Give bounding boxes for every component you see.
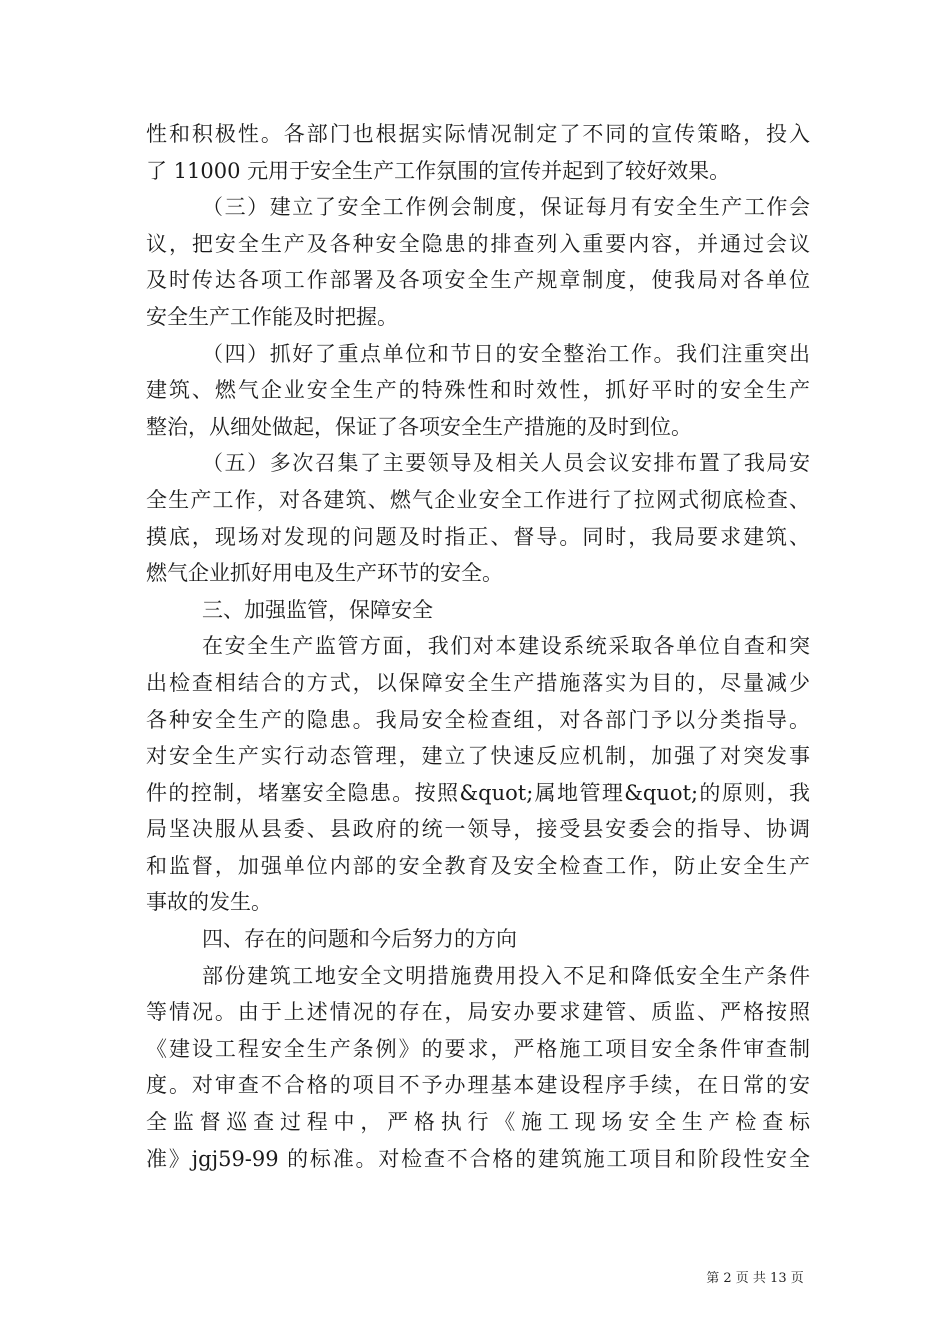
body-text [146, 116, 810, 1177]
paragraph-start-line: 部份建筑工地安全文明措施费用投入不足和降低安全生产条件 [202, 963, 810, 988]
text-line: 建筑、燃气企业安全生产的特殊性和时效性，抓好平时的安全生产 [146, 378, 810, 403]
text-line: 度。对审查不合格的项目不予办理基本建设程序手续，在日常的安 [146, 1073, 810, 1098]
text-line: 安全生产工作能及时把握。 [146, 304, 398, 329]
text-line: 局坚决服从县委、县政府的统一领导，接受县安委会的指导、协调 [146, 817, 810, 842]
text-line: 全生产工作，对各建筑、燃气企业安全工作进行了拉网式彻底检查、 [146, 487, 810, 512]
page-number-footer: 第 2 页 共 13 页 [706, 1271, 804, 1286]
text-line: 了 11000 元用于安全生产工作氛围的宣传并起到了较好效果。 [146, 158, 731, 183]
paragraph-start-line: （三）建立了安全工作例会制度，保证每月有安全生产工作会 [202, 195, 810, 220]
text-line: 出检查相结合的方式，以保障安全生产措施落实为目的，尽量减少 [146, 670, 810, 695]
text-line: 和监督，加强单位内部的安全教育及安全检查工作，防止安全生产 [146, 853, 810, 878]
paragraph-start-line: 在安全生产监管方面，我们对本建设系统采取各单位自查和突 [202, 634, 810, 659]
text-line: 对安全生产实行动态管理，建立了快速反应机制，加强了对突发事 [146, 744, 810, 769]
text-line: 整治，从细处做起，保证了各项安全生产措施的及时到位。 [146, 414, 692, 439]
section-heading: 四、存在的问题和今后努力的方向 [202, 927, 517, 952]
text-line: 全监督巡查过程中，严格执行《施工现场安全生产检查标 [146, 1110, 810, 1135]
paragraph-start-line: （五）多次召集了主要领导及相关人员会议安排布置了我局安 [202, 451, 810, 476]
text-line: 议，把安全生产及各种安全隐患的排查列入重要内容，并通过会议 [146, 231, 810, 256]
text-line: 等情况。由于上述情况的存在，局安办要求建管、质监、严格按照 [146, 1000, 810, 1025]
text-line: 燃气企业抓好用电及生产环节的安全。 [146, 561, 503, 586]
section-heading: 三、加强监管，保障安全 [202, 597, 433, 622]
text-line: 性和积极性。各部门也根据实际情况制定了不同的宣传策略，投入 [146, 122, 810, 146]
text-line: 《建设工程安全生产条例》的要求，严格施工项目安全条件审查制 [146, 1036, 810, 1061]
paragraph-start-line: （四）抓好了重点单位和节日的安全整治工作。我们注重突出 [202, 341, 810, 366]
text-line: 及时传达各项工作部署及各项安全生产规章制度，使我局对各单位 [146, 268, 810, 293]
text-line: 摸底，现场对发现的问题及时指正、督导。同时，我局要求建筑、 [146, 524, 810, 549]
text-line: 件的控制，堵塞安全隐患。按照&quot;属地管理&quot;的原则，我 [146, 780, 810, 805]
text-line: 事故的发生。 [146, 890, 272, 915]
text-line: 各种安全生产的隐患。我局安全检查组，对各部门予以分类指导。 [146, 707, 810, 732]
text-line: 准》jgj59-99 的标准。对检查不合格的建筑施工项目和阶段性安全 [146, 1146, 810, 1171]
